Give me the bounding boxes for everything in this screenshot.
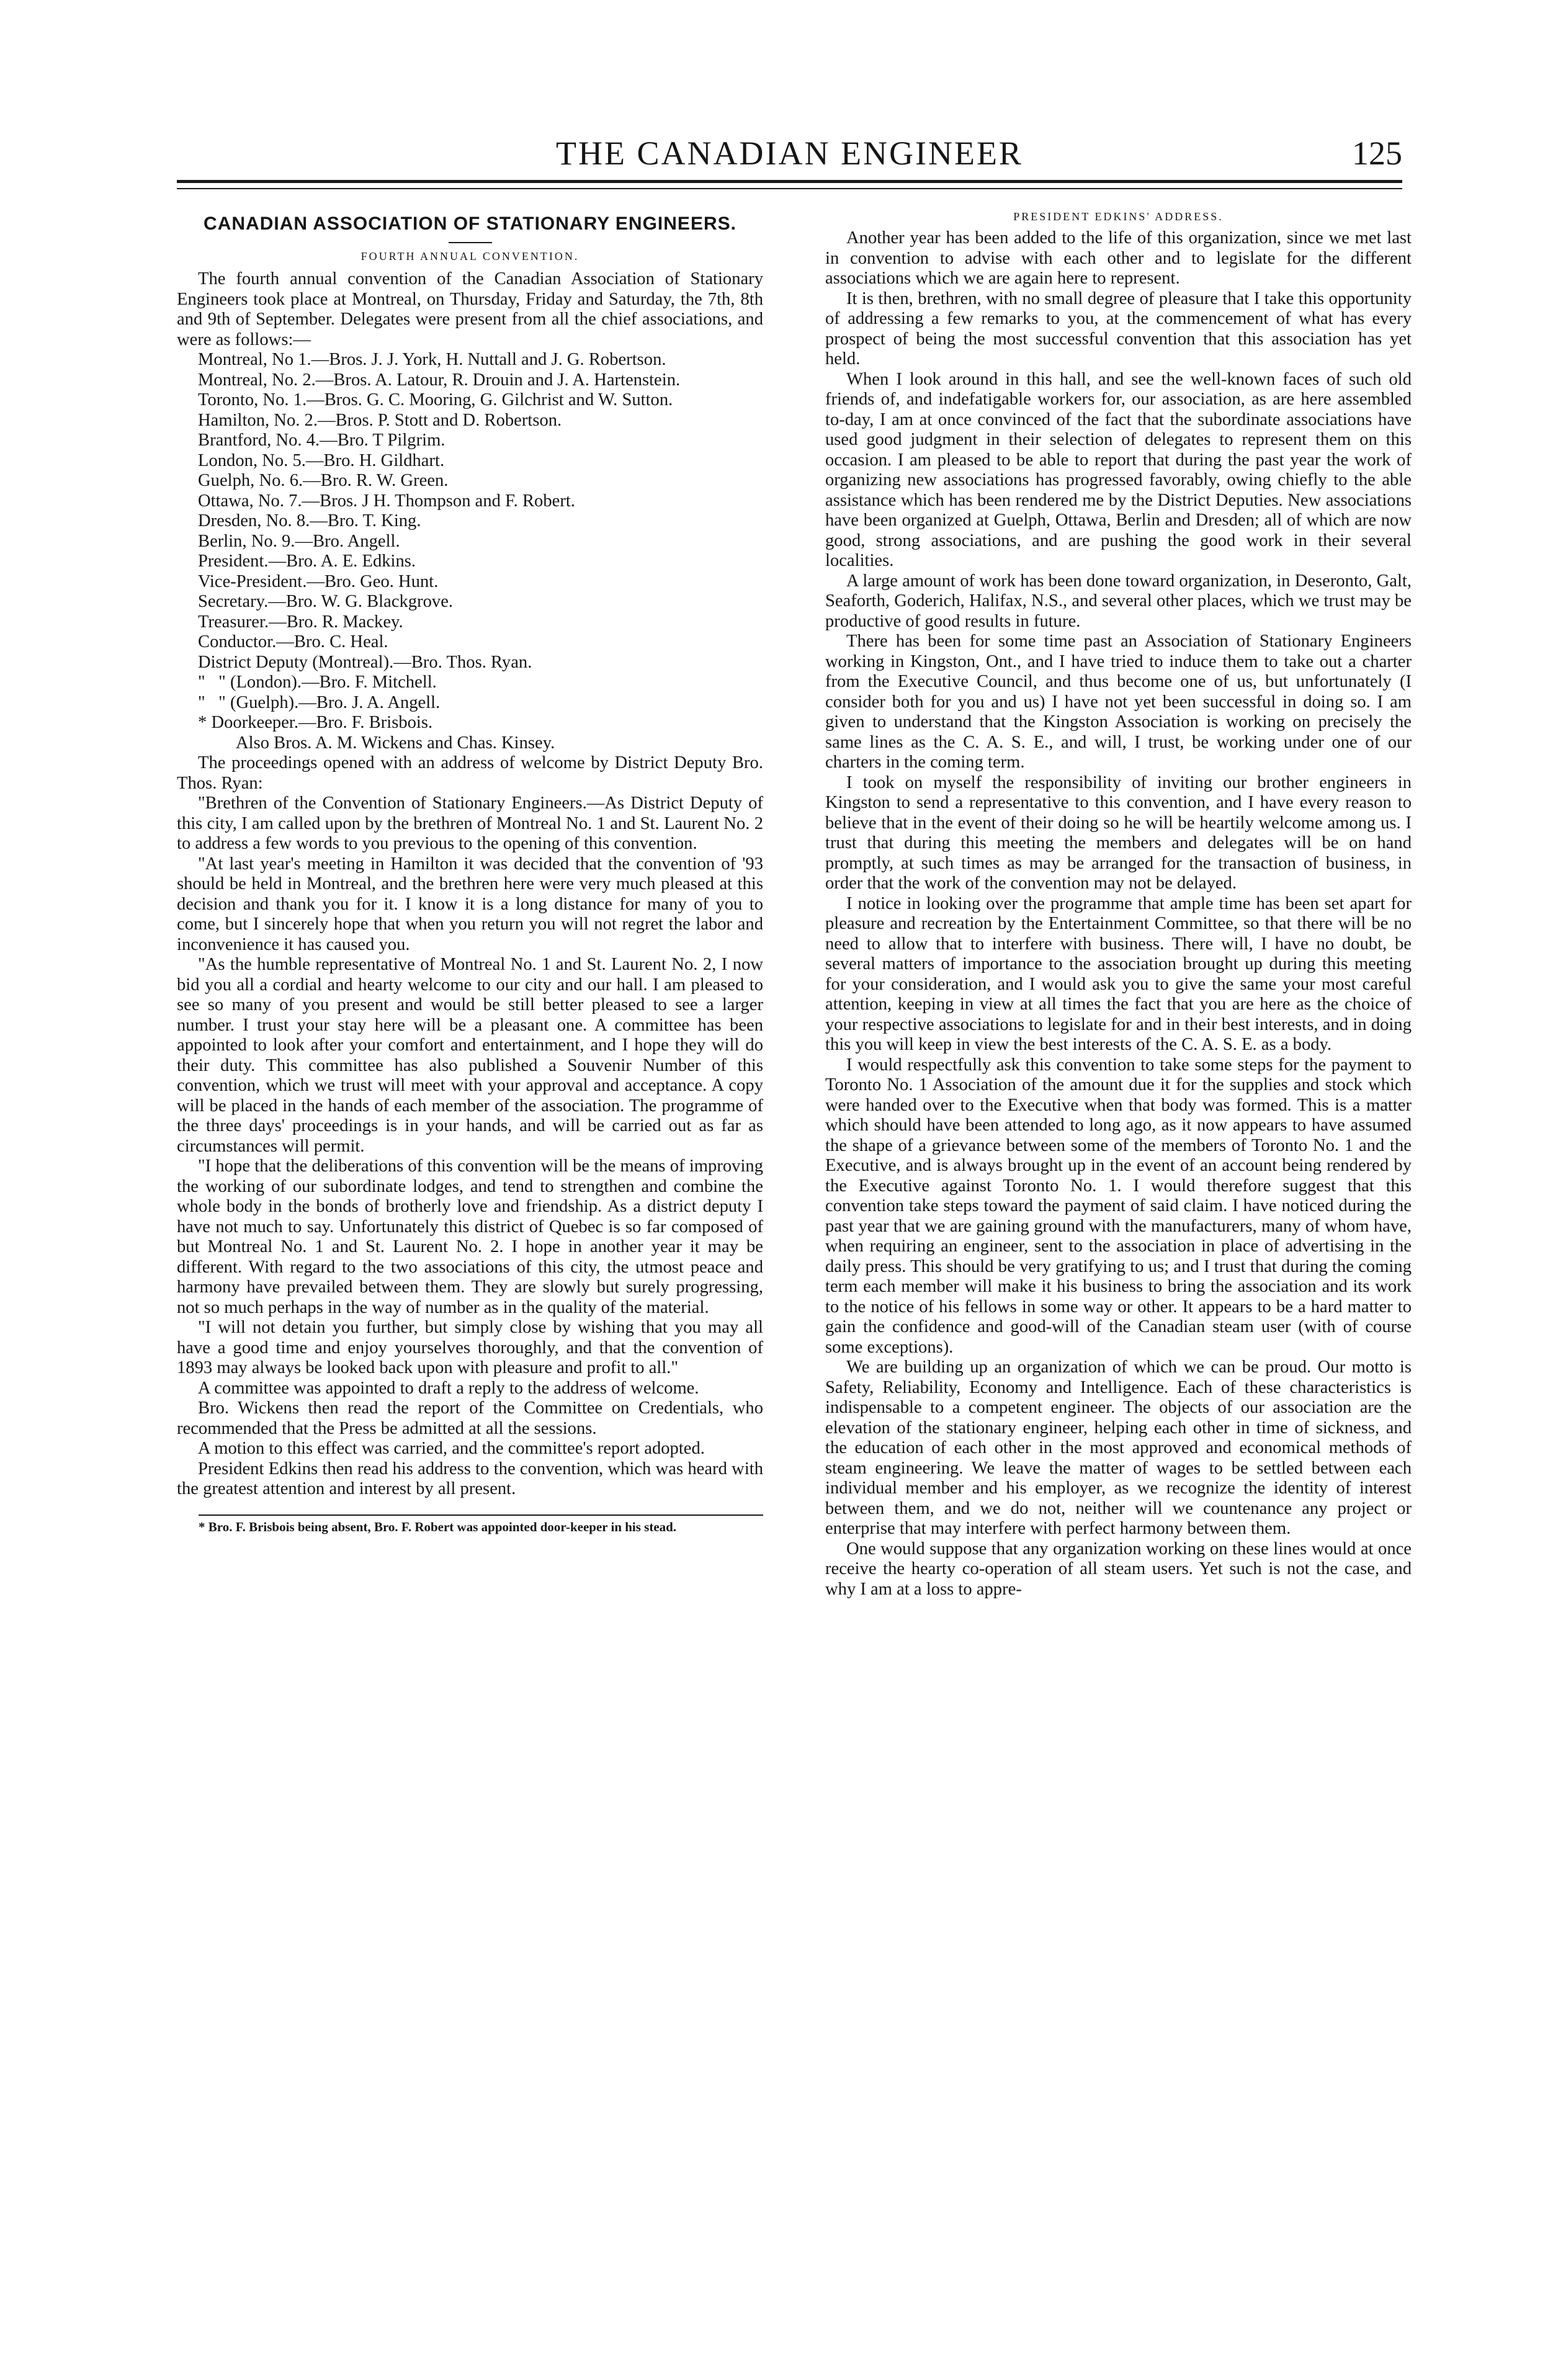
body-paragraph: I notice in looking over the programme that ample time has been set apart for pleasure and recreation by the Entertainment Committee, so that there will be no need to allow that to interfere with business. There will, I have no doubt, be several matters of importance to the association brought up during this meeting for your consideration, and I would ask you to give the same your most careful attention, keeping in view at all times the fact that you are here as the choice of your respective associations to legislate for and in their best interests, and in doing this you will keep in view the best interests of the C. A. S. E. as a body. <box>825 893 1412 1054</box>
body-paragraph: I took on myself the responsibility of inviting our brother engineers in Kingston to send a representative to this convention, and I have every reason to believe that in the event of their doing so he will be heartily welcome among us. I trust that during this meeting the members and delegates will be on hand promptly, at such times as may be arranged for the transaction of business, in order that the work of the convention may not be delayed. <box>825 772 1412 893</box>
header-rule-thin <box>177 188 1402 189</box>
body-paragraph: "As the humble representative of Montreal No. 1 and St. Laurent No. 2, I now bid you all a cordial and hearty welcome to our city and our hall. I am pleased to see so many of you present and would be still better pleased to see a larger number. I trust your stay here will be a pleasant one. A committee has been appointed to look after your comfort and entertainment, and I hope they will do their duty. This committee has also published a Souvenir Number of this convention, which we trust will meet with your approval and acceptance. A copy will be placed in the hands of each member of the association. The programme of the three days' proceedings is in your hands, and will be carried out as far as circumstances will permit. <box>177 955 763 1156</box>
delegate-line: Toronto, No. 1.—Bros. G. C. Mooring, G. Gilchrist and W. Sutton. <box>198 390 673 409</box>
delegate-line: Montreal, No 1.—Bros. J. J. York, H. Nuttall and J. G. Robertson. <box>198 350 666 369</box>
officer-line: President.—Bro. A. E. Edkins. <box>198 552 416 571</box>
body-paragraph: One would suppose that any organization working on these lines would at once receive the hearty co-operation of all steam users. Yet such is not the case, and why I am at a loss to appre- <box>825 1539 1412 1599</box>
footnote-rule <box>199 1514 763 1516</box>
officer-line: " " (London).—Bro. F. Mitchell. <box>198 673 437 692</box>
body-paragraph: "I hope that the deliberations of this convention will be the means of improving the working of our subordinate lodges, and tend to strengthen and combine the whole body in the bonds of brotherly love and friendship. As a district deputy I have not much to say. Unfortunately this district of Quebec is so far composed of but Montreal No. 1 and St. Laurent No. 2. I hope in another year it may be different. With regard to the two associations of this city, the utmost peace and harmony have prevailed between them. They are slowly but surely progressing, not so much perhaps in the way of number as in the quality of the material. <box>177 1156 763 1317</box>
article-heading: CANADIAN ASSOCIATION OF STATIONARY ENGINEERS. <box>204 213 736 234</box>
officer-line: Vice-President.—Bro. Geo. Hunt. <box>198 571 439 591</box>
also-line: Also Bros. A. M. Wickens and Chas. Kinsey. <box>236 733 555 753</box>
delegate-line: Ottawa, No. 7.—Bros. J H. Thompson and F. Robert. <box>198 491 575 511</box>
delegate-line: London, No. 5.—Bro. H. Gildhart. <box>198 450 445 470</box>
left-column <box>177 205 763 1535</box>
delegate-line: Brantford, No. 4.—Bro. T Pilgrim. <box>198 431 445 450</box>
intro-paragraph: The fourth annual convention of the Canadian Association of Stationary Engineers took place at Montreal, on Thursday, Friday and Saturday, the 7th, 8th and 9th of September. Delegates were present from all the chief associations, and were as follows:— <box>177 269 763 349</box>
officer-line: * Doorkeeper.—Bro. F. Brisbois. <box>198 713 433 732</box>
right-column <box>825 205 1412 1599</box>
body-paragraph: Another year has been added to the life of this organization, since we met last in convention to advise with each other and to legislate for the different associations which we are again here to represent. <box>825 228 1412 288</box>
officer-line: Treasurer.—Bro. R. Mackey. <box>198 612 403 632</box>
body-paragraph: President Edkins then read his address to the convention, which was heard with the greatest attention and interest by all present. <box>177 1459 763 1498</box>
body-paragraph: When I look around in this hall, and see the well-known faces of such old friends of, and indefatigable workers for, our association, as are here assembled to-day, I am at once convinced of the fact that the subordinate associations have used good judgment in their selection of delegates to represent them on this occasion. I am pleased to be able to report that during the past year the work of organizing new associations has progressed favorably, owing chiefly to the able assistance which has been rendered me by the District Deputies. New associations have been organized at Guelph, Ottawa, Berlin and Dresden; all of which are now good, strong associations, and are pushing the good work in their several localities. <box>825 369 1412 570</box>
officer-line: Secretary.—Bro. W. G. Blackgrove. <box>198 592 454 611</box>
body-paragraph: We are building up an organization of which we can be proud. Our motto is Safety, Reliability, Economy and Intelligence. Each of these characteristics is indispensable to a competent engineer. The objects of our association are the elevation of the stationary engineer, helping each other in time of sickness, and the education of each other in the most approved and economical methods of steam engineering. We leave the matter of wages to be settled between each individual member and his employer, as we recognize the identity of interest between them, and we do not, neither will we countenance any project or enterprise that may interfere with perfect harmony between them. <box>825 1358 1412 1538</box>
body-paragraph: A motion to this effect was carried, and the committee's report adopted. <box>198 1439 705 1458</box>
delegate-line: Hamilton, No. 2.—Bros. P. Stott and D. Robertson. <box>198 410 562 430</box>
heading-separator <box>449 242 492 243</box>
body-paragraph: There has been for some time past an Association of Stationary Engineers working in Kingston, Ont., and I have tried to induce them to take out a charter from the Executive Council, and thus become one of us, but unfortunately (I consider both for you and us) I have not yet been successful in doing so. I am given to understand that the Kingston Association is working on precisely the same lines as the C. A. S. E., and will, I trust, be working under one of our charters in the coming term. <box>825 632 1412 772</box>
body-paragraph: Bro. Wickens then read the report of the Committee on Credentials, who recommended that the Press be admitted at all the sessions. <box>177 1398 763 1438</box>
body-paragraph: The proceedings opened with an address of welcome by District Deputy Bro. Thos. Ryan: <box>177 753 763 793</box>
body-paragraph: It is then, brethren, with no small degree of pleasure that I take this opportunity of addressing a few remarks to you, at the commencement of what has every prospect of being the most successful convention that this association has yet held. <box>825 289 1412 369</box>
delegate-line: Dresden, No. 8.—Bro. T. King. <box>198 511 421 530</box>
officer-line: District Deputy (Montreal).—Bro. Thos. Ryan. <box>198 652 532 672</box>
body-paragraph: "I will not detain you further, but simply close by wishing that you may all have a good time and enjoy yourselves thoroughly, and that the convention of 1893 may always be looked back upon with pleasure and profit to all." <box>177 1318 763 1377</box>
body-paragraph: "At last year's meeting in Hamilton it was decided that the convention of '93 should be held in Montreal, and the brethren here were very much pleased at this decision and thank you for it. I know it is a long distance for many of you to come, but I sincerely hope that when you return you will not regret the labor and inconvenience it has caused you. <box>177 854 763 954</box>
journal-title: THE CANADIAN ENGINEER <box>556 135 1023 172</box>
officer-line: Conductor.—Bro. C. Heal. <box>198 632 388 651</box>
article-subheading: FOURTH ANNUAL CONVENTION. <box>360 250 580 262</box>
delegate-line: Berlin, No. 9.—Bro. Angell. <box>198 531 400 551</box>
body-paragraph: A committee was appointed to draft a reply to the address of welcome. <box>198 1378 699 1398</box>
footnote: * Bro. F. Brisbois being absent, Bro. F. Robert was appointed door-keeper in his stead. <box>199 1519 677 1534</box>
body-paragraph: A large amount of work has been done toward organization, in Deseronto, Galt, Seaforth, Goderich, Halifax, N.S., and several other places, which we trust may be productive of good results in future. <box>825 571 1412 631</box>
body-paragraph: I would respectfully ask this convention to take some steps for the payment to Toronto No. 1 Association of the amount due it for the supplies and stock which were handed over to the Executive when that body was formed. This is a matter which should have been attended to long ago, as it now appears to have assumed the shape of a grievance between some of the members of Toronto No. 1 and the Executive, and is always brought up in the event of an account being rendered by the Executive against Toronto No. 1. I would therefore suggest that this convention take steps toward the payment of said claim. I have noticed during the past year that we are gaining ground with the manufacturers, many of whom have, when requiring an engineer, sent to the association in place of advertising in the daily press. This should be very gratifying to us; and I trust that during the coming term each member will make it his business to bring the association and its work to the notice of his fellows in some way or other. It appears to be a hard matter to gain the confidence and good-will of the Canadian steam user (with of course some exceptions). <box>825 1055 1412 1357</box>
body-paragraph: "Brethren of the Convention of Stationary Engineers.—As District Deputy of this city, I am called upon by the brethren of Montreal No. 1 and St. Laurent No. 2 to address a few words to you previous to the opening of this convention. <box>177 794 763 853</box>
header-rule-thick <box>177 180 1402 183</box>
page-number: 125 <box>1352 135 1402 172</box>
delegate-line: Guelph, No. 6.—Bro. R. W. Green. <box>198 471 449 490</box>
delegate-line: Montreal, No. 2.—Bros. A. Latour, R. Drouin and J. A. Hartenstein. <box>198 370 681 390</box>
delegate-list <box>177 350 763 753</box>
running-header <box>177 132 1402 175</box>
address-heading: PRESIDENT EDKINS' ADDRESS. <box>1013 210 1224 223</box>
officer-line: " " (Guelph).—Bro. J. A. Angell. <box>198 692 441 712</box>
